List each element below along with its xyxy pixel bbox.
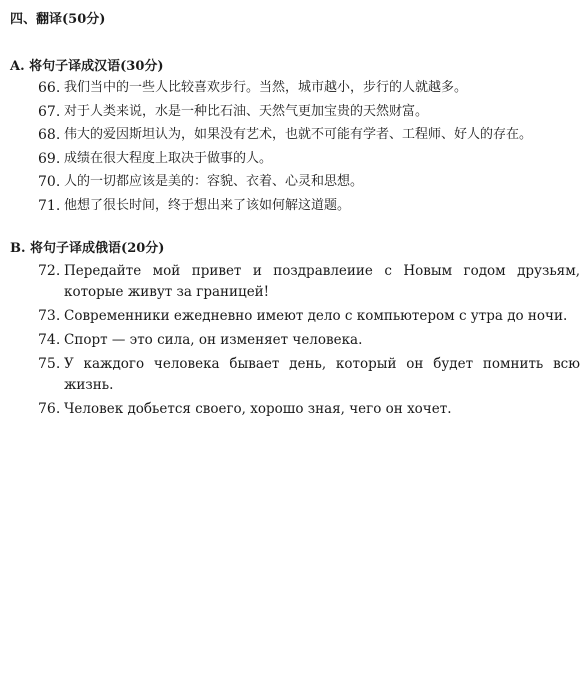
item-number: 73. [38, 308, 61, 324]
list-item [38, 78, 580, 102]
item-number: 72. [38, 263, 61, 279]
list-item [38, 330, 580, 351]
item-number: 75. [38, 356, 61, 372]
list-item [38, 125, 580, 149]
list-item [38, 306, 580, 327]
part-a-list [38, 78, 580, 220]
list-item [38, 196, 580, 220]
list-item [38, 261, 580, 303]
list-item [38, 354, 580, 396]
item-number: 76. [38, 401, 61, 417]
part-a-title: A. 将句子译成汉语(30分) [10, 59, 164, 74]
list-item [38, 399, 580, 420]
item-text: Спорт — это сила, он изменяет человека. [64, 332, 363, 348]
section-title: 四、翻译(50分) [10, 12, 106, 27]
item-text: Человек добьется своего, хорошо зная, чего он хочет. [64, 401, 452, 417]
list-item [38, 172, 580, 196]
part-b-list [38, 261, 580, 423]
item-text: 他想了很长时间，终于想出来了该如何解这道题。 [64, 197, 351, 213]
part-b-title: B. 将句子译成俄语(20分) [10, 241, 165, 256]
item-number: 67. [38, 103, 61, 120]
item-text: У каждого человека бывает день, который он будет помнить всю жизнь. [64, 356, 580, 393]
item-number: 68. [38, 127, 61, 144]
item-number: 71. [38, 197, 61, 214]
item-number: 74. [38, 332, 61, 348]
item-number: 66. [38, 80, 61, 96]
item-text: 我们当中的一些人比较喜欢步行。当然，城市越小，步行的人就越多。 [64, 80, 468, 95]
item-text: 伟大的爱因斯坦认为，如果没有艺术，也就不可能有学者、工程师、好人的存在。 [64, 127, 533, 143]
item-text: 对于人类来说，水是一种比石油、天然气更加宝贵的天然财富。 [64, 103, 429, 119]
list-item [38, 149, 580, 173]
item-text: Современники ежедневно имеют дело с компьютером с утра до ночи. [64, 308, 568, 324]
item-text: Передайте мой привет и поздравлеиие с Новым годом друзьям, которые живут за границей! [64, 263, 580, 300]
item-text: 人的一切都应该是美的：容貌、衣着、心灵和思想。 [64, 174, 364, 190]
list-item [38, 102, 580, 126]
item-number: 69. [38, 150, 61, 167]
item-text: 成绩在很大程度上取决于做事的人。 [64, 150, 273, 166]
item-number: 70. [38, 174, 61, 191]
